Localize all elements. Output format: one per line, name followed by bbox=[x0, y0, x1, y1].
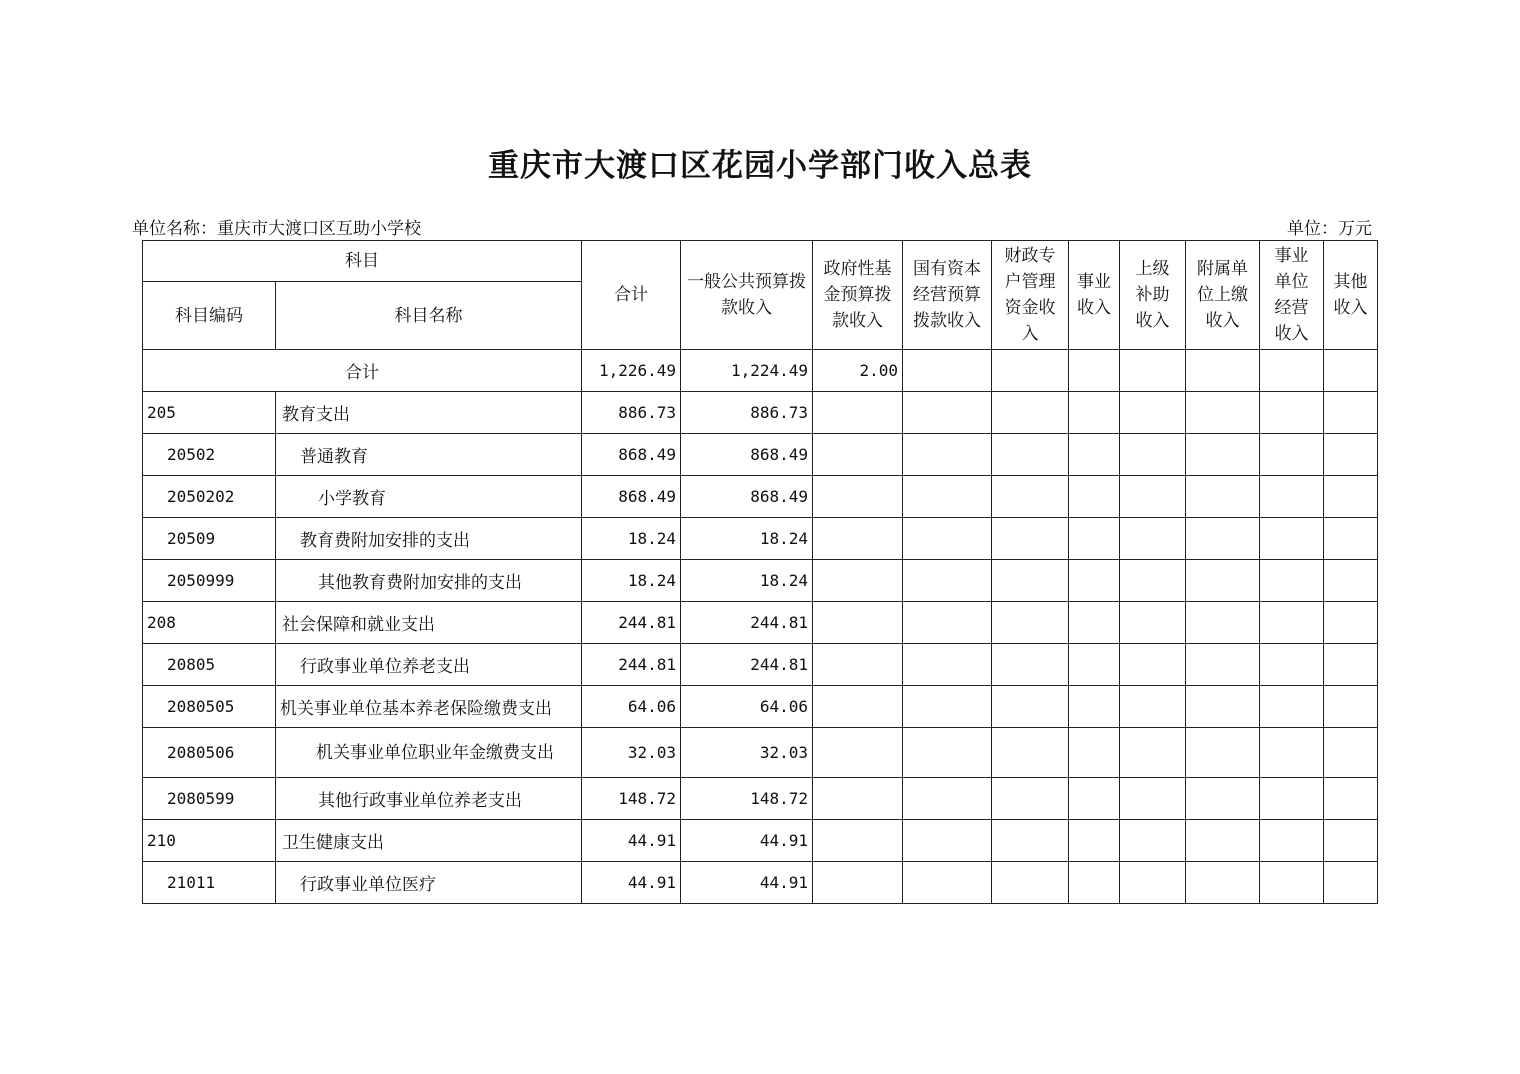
table-row bbox=[143, 686, 1378, 728]
header-subject: 科目 bbox=[143, 241, 582, 282]
total-cell: 868.49 bbox=[582, 476, 681, 518]
total-cell: 18.24 bbox=[582, 560, 681, 602]
table-row bbox=[143, 644, 1378, 686]
table-row bbox=[143, 862, 1378, 904]
table-row bbox=[143, 602, 1378, 644]
header-total: 合计 bbox=[582, 241, 681, 350]
total-cell: 244.81 bbox=[582, 602, 681, 644]
total-cell: 244.81 bbox=[582, 644, 681, 686]
total-label: 合计 bbox=[143, 350, 582, 392]
subject-name: 教育费附加安排的支出 bbox=[276, 518, 582, 560]
table-row bbox=[143, 778, 1378, 820]
general-budget-cell: 1,224.49 bbox=[681, 350, 813, 392]
total-cell: 1,226.49 bbox=[582, 350, 681, 392]
header-subject-name: 科目名称 bbox=[276, 282, 582, 350]
subject-code: 208 bbox=[143, 602, 276, 644]
general-budget-cell: 44.91 bbox=[681, 820, 813, 862]
table-row bbox=[143, 560, 1378, 602]
subject-name: 小学教育 bbox=[276, 476, 582, 518]
subject-code: 2080506 bbox=[143, 728, 276, 778]
subject-code: 20509 bbox=[143, 518, 276, 560]
general-budget-cell: 244.81 bbox=[681, 644, 813, 686]
general-budget-cell: 868.49 bbox=[681, 476, 813, 518]
subject-code: 20502 bbox=[143, 434, 276, 476]
general-budget-cell: 18.24 bbox=[681, 560, 813, 602]
subject-name: 教育支出 bbox=[276, 392, 582, 434]
unit-label: 单位：万元 bbox=[1287, 219, 1372, 239]
subject-code: 2050999 bbox=[143, 560, 276, 602]
general-budget-cell: 18.24 bbox=[681, 518, 813, 560]
header-state-capital: 国有资本经营预算拨款收入 bbox=[903, 241, 992, 350]
table-row bbox=[143, 434, 1378, 476]
page-title: 重庆市大渡口区花园小学部门收入总表 bbox=[488, 148, 1032, 184]
header-fiscal-account: 财政专户管理资金收入 bbox=[992, 241, 1069, 350]
header-other-income: 其他收入 bbox=[1324, 241, 1378, 350]
subject-name: 普通教育 bbox=[276, 434, 582, 476]
table-row bbox=[143, 392, 1378, 434]
unit-name-label: 单位名称：重庆市大渡口区互助小学校 bbox=[132, 219, 421, 239]
subject-name: 社会保障和就业支出 bbox=[276, 602, 582, 644]
subject-name: 卫生健康支出 bbox=[276, 820, 582, 862]
table-row bbox=[143, 476, 1378, 518]
subject-code: 205 bbox=[143, 392, 276, 434]
income-summary-table bbox=[142, 240, 1378, 904]
subject-code: 210 bbox=[143, 820, 276, 862]
header-general-budget: 一般公共预算拨款收入 bbox=[681, 241, 813, 350]
table-row bbox=[143, 518, 1378, 560]
total-cell: 44.91 bbox=[582, 862, 681, 904]
header-superior-subsidy: 上级补助收入 bbox=[1120, 241, 1186, 350]
general-budget-cell: 32.03 bbox=[681, 728, 813, 778]
subject-name: 行政事业单位养老支出 bbox=[276, 644, 582, 686]
subject-name: 其他教育费附加安排的支出 bbox=[276, 560, 582, 602]
subject-code: 21011 bbox=[143, 862, 276, 904]
header-business-operation: 事业单位经营收入 bbox=[1260, 241, 1324, 350]
total-cell: 18.24 bbox=[582, 518, 681, 560]
total-cell: 868.49 bbox=[582, 434, 681, 476]
total-cell: 64.06 bbox=[582, 686, 681, 728]
subject-code: 2080599 bbox=[143, 778, 276, 820]
table-row bbox=[143, 820, 1378, 862]
header-affiliated-payment: 附属单位上缴收入 bbox=[1186, 241, 1260, 350]
general-budget-cell: 244.81 bbox=[681, 602, 813, 644]
subject-code: 20805 bbox=[143, 644, 276, 686]
header-business-income: 事业收入 bbox=[1069, 241, 1120, 350]
total-row bbox=[143, 350, 1378, 392]
total-cell: 886.73 bbox=[582, 392, 681, 434]
subject-name: 机关事业单位基本养老保险缴费支出 bbox=[276, 686, 582, 728]
subject-name: 行政事业单位医疗 bbox=[276, 862, 582, 904]
table-row bbox=[143, 728, 1378, 778]
subject-name: 机关事业单位职业年金缴费支出 bbox=[276, 728, 582, 778]
total-cell: 44.91 bbox=[582, 820, 681, 862]
subject-code: 2050202 bbox=[143, 476, 276, 518]
total-cell: 32.03 bbox=[582, 728, 681, 778]
general-budget-cell: 64.06 bbox=[681, 686, 813, 728]
header-gov-fund: 政府性基金预算拨款收入 bbox=[813, 241, 903, 350]
general-budget-cell: 886.73 bbox=[681, 392, 813, 434]
general-budget-cell: 868.49 bbox=[681, 434, 813, 476]
general-budget-cell: 148.72 bbox=[681, 778, 813, 820]
subject-name: 其他行政事业单位养老支出 bbox=[276, 778, 582, 820]
header-subject-code: 科目编码 bbox=[143, 282, 276, 350]
gov-fund-cell: 2.00 bbox=[813, 350, 903, 392]
total-cell: 148.72 bbox=[582, 778, 681, 820]
subject-code: 2080505 bbox=[143, 686, 276, 728]
general-budget-cell: 44.91 bbox=[681, 862, 813, 904]
